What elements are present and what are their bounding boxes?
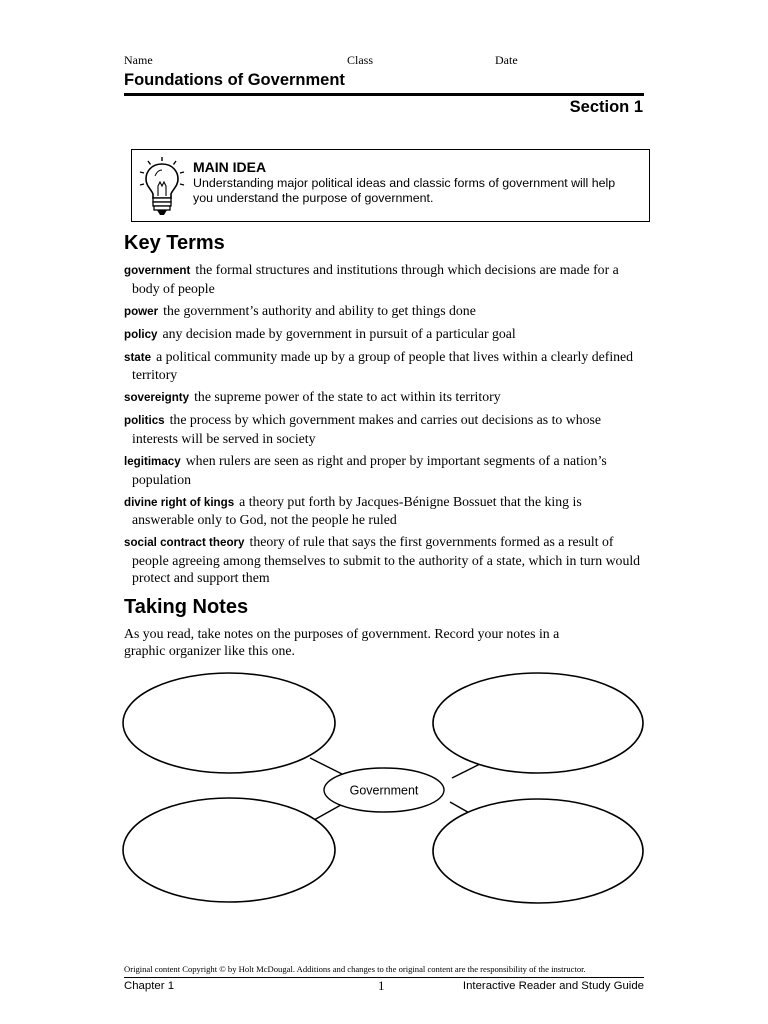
key-term-item xyxy=(124,261,646,297)
term-name: social contract theory xyxy=(124,536,245,550)
main-idea-box xyxy=(131,149,650,222)
center-label: Government xyxy=(349,783,419,798)
copyright-notice: Original content Copyright © by Holt McDougal. Additions and changes to the original content are the responsibility of the instructor. xyxy=(124,964,586,974)
term-name: state xyxy=(124,350,152,364)
graphic-organizer xyxy=(122,670,648,910)
key-term-item xyxy=(124,348,646,384)
page-title: Foundations of Government xyxy=(124,71,345,89)
key-term-item xyxy=(124,533,646,587)
page-number: 1 xyxy=(378,978,385,993)
term-name: divine right of kings xyxy=(124,495,235,509)
key-terms-heading: Key Terms xyxy=(124,232,225,254)
term-definition: any decision made by government in pursuit of a particular goal xyxy=(162,325,516,341)
term-definition: the formal structures and institutions through which decisions are made for a body of people xyxy=(132,262,619,296)
term-name: legitimacy xyxy=(124,455,181,469)
term-definition: a theory put forth by Jacques-Bénigne Bossuet that the king is answerable only to God, not the people he ruled xyxy=(132,493,582,528)
term-name: politics xyxy=(124,414,165,428)
main-idea-text: Understanding major political ideas and classic forms of government will help you understand the purpose of government. xyxy=(193,176,616,205)
term-definition: a political community made up by a group of people that lives within a clearly defined territory xyxy=(132,348,634,383)
note-oval-top-left xyxy=(123,673,335,773)
key-terms-list xyxy=(124,261,646,591)
note-oval-top-right xyxy=(433,673,643,773)
section-label: Section 1 xyxy=(569,98,643,116)
term-name: sovereignty xyxy=(124,391,190,405)
term-definition: the process by which government makes and carries out decisions as to whose interests will be served in society xyxy=(132,412,602,446)
footer-chapter: Chapter 1 xyxy=(124,980,175,992)
key-term-item xyxy=(124,411,646,447)
term-name: power xyxy=(124,304,159,318)
title-divider xyxy=(124,93,644,96)
note-oval-bottom-right xyxy=(433,799,643,903)
term-definition: when rulers are seen as right and proper by important segments of a nation’s population xyxy=(132,453,607,487)
class-label: Class xyxy=(347,53,374,67)
term-name: government xyxy=(124,264,191,277)
key-term-item xyxy=(124,325,646,344)
date-label: Date xyxy=(495,53,518,67)
main-idea-heading: MAIN IDEA xyxy=(193,159,267,175)
taking-notes-intro: As you read, take notes on the purposes of government. Record your notes in a graphic organizer like this one. xyxy=(124,626,560,658)
key-term-item xyxy=(124,388,646,407)
footer-book-title: Interactive Reader and Study Guide xyxy=(462,980,644,992)
lightbulb-icon xyxy=(138,156,186,225)
name-label: Name xyxy=(124,53,153,67)
taking-notes-heading: Taking Notes xyxy=(124,596,249,618)
key-term-item xyxy=(124,493,646,529)
term-definition: the supreme power of the state to act within its territory xyxy=(194,389,501,405)
term-definition: the government’s authority and ability to get things done xyxy=(163,302,476,318)
key-term-item xyxy=(124,302,646,321)
term-name: policy xyxy=(124,327,158,341)
key-term-item xyxy=(124,452,646,488)
term-definition: theory of rule that says the first governments formed as a result of people agreeing among themselves to submit to the authority of a state, which in turn would protect and support them xyxy=(132,534,641,586)
note-oval-bottom-left xyxy=(123,798,335,902)
